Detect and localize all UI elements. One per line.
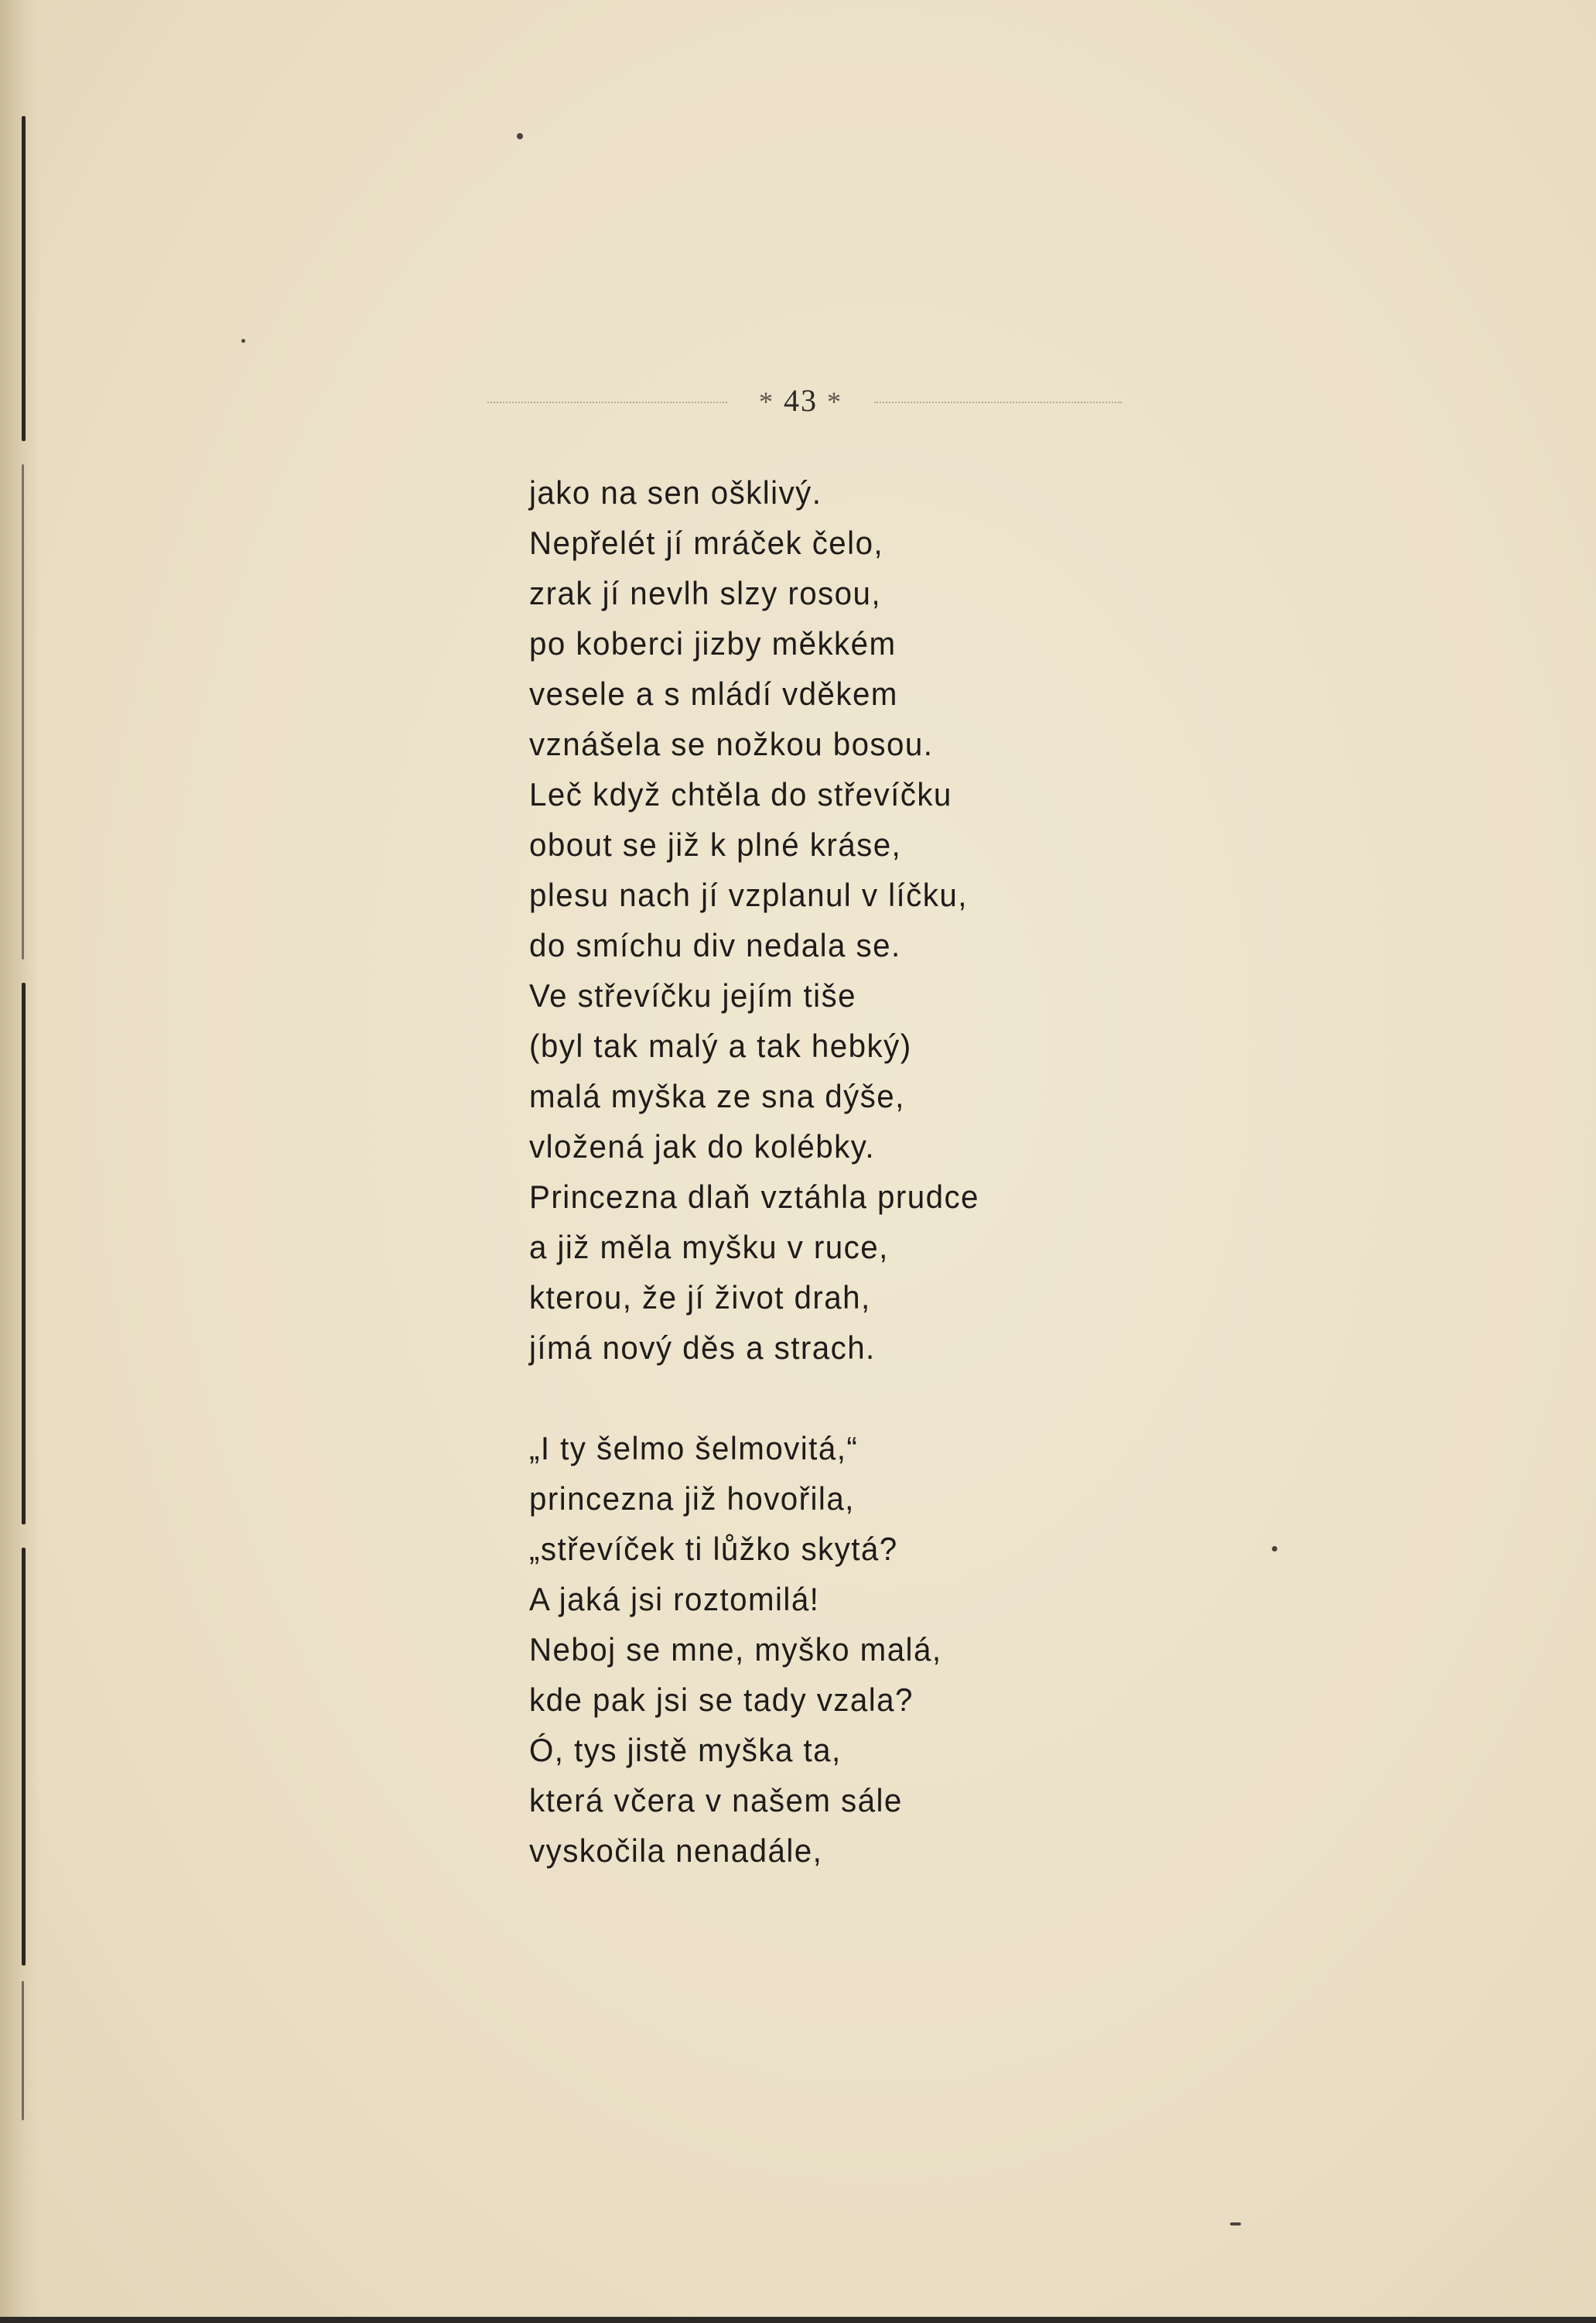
verse-line: Princezna dlaň vztáhla prudce bbox=[529, 1179, 979, 1215]
binding-thread bbox=[22, 983, 26, 1524]
verse-line: kde pak jsi se tady vzala? bbox=[529, 1682, 914, 1718]
header-dotted-rule bbox=[487, 402, 727, 403]
verse-line: Neboj se mne, myško malá, bbox=[529, 1631, 942, 1668]
verse-line: (byl tak malý a tak hebký) bbox=[529, 1028, 912, 1064]
binding-thread bbox=[22, 464, 24, 960]
verse-line: která včera v našem sále bbox=[529, 1782, 903, 1818]
verse-line: A jaká jsi roztomilá! bbox=[529, 1581, 820, 1617]
verse-line: vložená jak do kolébky. bbox=[529, 1128, 876, 1165]
verse-line: Ó, tys jistě myška ta, bbox=[529, 1732, 842, 1768]
verse-line: obout se již k plné kráse, bbox=[529, 826, 902, 863]
paper-speck bbox=[1230, 2222, 1241, 2225]
binding-thread bbox=[22, 1981, 24, 2120]
page-binding-edge bbox=[0, 0, 40, 2323]
page-header bbox=[464, 379, 1145, 426]
verse-line: „I ty šelmo šelmovitá,“ bbox=[529, 1430, 859, 1466]
header-ornament-right: * bbox=[827, 386, 842, 417]
verse-line: Leč když chtěla do střevíčku bbox=[529, 776, 952, 813]
verse-line: princezna již hovořila, bbox=[529, 1480, 855, 1517]
verse-line: do smíchu div nedala se. bbox=[529, 927, 901, 963]
verse-line: vyskočila nenadále, bbox=[529, 1832, 823, 1869]
verse-line: „střevíček ti lůžko skytá? bbox=[529, 1531, 898, 1567]
page-number-text: 43 bbox=[784, 383, 818, 418]
page-number bbox=[727, 379, 874, 423]
paper-speck bbox=[241, 339, 245, 343]
page-bottom-edge bbox=[0, 2317, 1596, 2323]
verse-line: zrak jí nevlh slzy rosou, bbox=[529, 575, 882, 611]
verse-line: Nepřelét jí mráček čelo, bbox=[529, 525, 884, 561]
verse-line: a již měla myšku v ruce, bbox=[529, 1229, 889, 1265]
verse-line: plesu nach jí vzplanul v líčku, bbox=[529, 877, 968, 913]
header-ornament-left: * bbox=[759, 386, 774, 417]
stanza-2 bbox=[529, 1423, 1094, 1876]
verse-line: kterou, že jí život drah, bbox=[529, 1279, 871, 1315]
verse-line: vznášela se nožkou bosou. bbox=[529, 726, 934, 762]
verse-line: malá myška ze sna dýše, bbox=[529, 1078, 905, 1114]
stanza-break bbox=[529, 1373, 1094, 1423]
binding-thread bbox=[22, 116, 26, 441]
paper-speck bbox=[517, 133, 523, 139]
verse-line: vesele a s mládí vděkem bbox=[529, 676, 898, 712]
stanza-1 bbox=[529, 467, 1094, 1373]
verse-line: jako na sen ošklivý. bbox=[529, 474, 822, 511]
header-dotted-rule bbox=[874, 402, 1122, 403]
verse-line: po koberci jizby měkkém bbox=[529, 625, 897, 662]
binding-thread bbox=[22, 1548, 26, 1965]
verse-line: Ve střevíčku jejím tiše bbox=[529, 977, 857, 1014]
verse-line: jímá nový děs a strach. bbox=[529, 1329, 876, 1366]
paper-speck bbox=[1272, 1546, 1277, 1552]
poem-text bbox=[529, 467, 1094, 1876]
